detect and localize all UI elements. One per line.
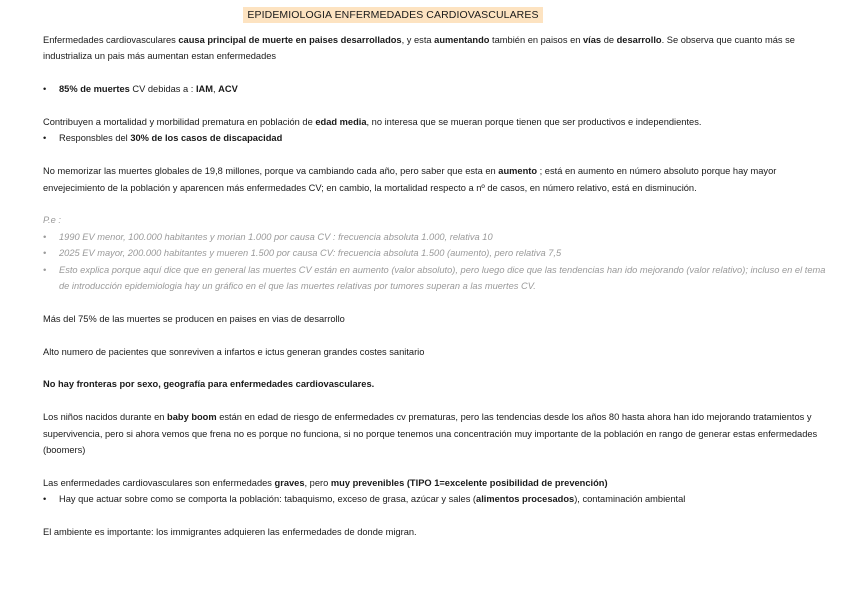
text-run: ), contaminación ambiental bbox=[574, 494, 686, 505]
bold-run: causa principal de muerte en paises desarrollados bbox=[178, 35, 402, 45]
paragraph-baby-boom bbox=[43, 409, 833, 458]
paragraph-costs: Alto numero de pacientes que sonreviven a infartos e ictus generan grandes costes sanitario bbox=[43, 346, 425, 357]
bold-run: 30% de los casos de discapacidad bbox=[130, 133, 283, 144]
example-list bbox=[43, 229, 833, 295]
bold-run: No hay fronteras por sexo, geografía para enfermedades cardiovasculares. bbox=[43, 379, 375, 390]
text-run: de bbox=[601, 35, 617, 45]
bold-run: edad media bbox=[315, 117, 367, 127]
text-run: No memorizar las muertes globales de 19,8 millones, porque va cambiando cada año, pero saber que esta en bbox=[43, 166, 499, 177]
bold-run: graves bbox=[274, 477, 305, 488]
bold-run: baby boom bbox=[167, 412, 217, 423]
text-run: ; está en aumento en número absoluto porque hay mayor envejecimiento de la población y aparencen más enfermedades CV; en cambio, la mortalidad respecto a nº de casos, en número relativo, está en disminución. bbox=[43, 166, 777, 193]
paragraph-prevention bbox=[43, 475, 833, 491]
list-item bbox=[43, 81, 833, 97]
text-run: , y esta bbox=[401, 35, 435, 45]
list-item: • 1990 EV menor, 100.000 habitantes y morian 1.000 por causa CV : frecuencia absoluta 1.000, relativa 10 bbox=[43, 229, 833, 245]
bold-run: desarrollo bbox=[616, 35, 662, 45]
list-item bbox=[43, 491, 833, 507]
bold-run: IAM bbox=[195, 84, 213, 95]
bold-run: vías bbox=[583, 35, 602, 45]
text-run: , pero bbox=[304, 477, 331, 488]
text-run: . Se observa que cuanto más se industrializa un pais más aumentan estan enfermedades bbox=[43, 35, 795, 62]
bold-run: 85% de muertes bbox=[59, 84, 130, 95]
list-item: • 2025 EV mayor, 200.000 habitantes y mueren 1.500 por causa CV: frecuencia absoluta 1.500 (aumento), pero relativa 7,5 bbox=[43, 245, 833, 261]
title-wrap bbox=[0, 5, 848, 23]
paragraph-no-borders bbox=[43, 376, 833, 392]
text-run: Los niños nacidos durante en bbox=[43, 412, 168, 423]
bold-run: aumento bbox=[498, 166, 538, 177]
list-item bbox=[43, 130, 833, 146]
example-label: P.e : bbox=[43, 215, 61, 226]
bold-run: alimentos procesados bbox=[476, 494, 575, 505]
text-run: Enfermedades cardiovasculares bbox=[43, 35, 179, 45]
text-run: también en paisos en bbox=[489, 35, 583, 45]
bullet-list-deaths bbox=[43, 81, 833, 97]
paragraph-intro bbox=[43, 32, 833, 65]
text-run: Hay que actuar sobre como se comporta la población: tabaquismo, exceso de grasa, azúcar y sales ( bbox=[59, 494, 477, 505]
text-run: están en edad de riesgo de enfermedades cv prematuras, pero las tendencias desde los años 80 hasta ahora han ido mejorando tratamientos y supervivencia, pero si ahora vemos que frena no es porque no funciona, si no porque tenemos una concentración muy importante de la población en rango de generar estas enfermedades (boomers) bbox=[43, 412, 818, 456]
paragraph-global-deaths bbox=[43, 163, 833, 196]
paragraph-environment: El ambiente es importante: los immigrantes adquieren las enfermedades de donde migran. bbox=[43, 527, 417, 538]
list-item: • Esto explica porque aquí dice que en general las muertes CV están en aumento (valor absoluto), pero luego dice que las tendencias han ido mejorando (valor relativo); incluso en el tema de introducción epidemiologia hay un gráfico en el que las muertes relativas por tumores superan a las muertes CV. bbox=[43, 262, 833, 295]
document-body bbox=[43, 32, 833, 540]
text-run: , no interesa que se mueran porque tienen que ser productivos e independientes. bbox=[366, 117, 702, 127]
bold-run: aumentando bbox=[434, 35, 490, 45]
document-title: EPIDEMIOLOGIA ENFERMEDADES CARDIOVASCULARES bbox=[243, 7, 542, 23]
bullet-list-disability bbox=[43, 130, 833, 146]
text-run: Contribuyen a mortalidad y morbilidad prematura en población de bbox=[43, 117, 316, 127]
text-run: Las enfermedades cardiovasculares son enfermedades bbox=[43, 477, 275, 488]
text-run: , bbox=[213, 84, 219, 95]
paragraph-morbidity bbox=[43, 114, 833, 130]
bold-run: muy prevenibles (TIPO 1=excelente posibilidad de prevención) bbox=[330, 477, 608, 488]
text-run: CV debidas a : bbox=[129, 84, 196, 95]
bold-run: ACV bbox=[218, 84, 238, 95]
bullet-list-behaviour bbox=[43, 491, 833, 507]
example-block bbox=[43, 212, 833, 294]
text-run: Responsbles del bbox=[59, 133, 131, 144]
paragraph-developing: Más del 75% de las muertes se producen en paises en vias de desarrollo bbox=[43, 313, 345, 324]
